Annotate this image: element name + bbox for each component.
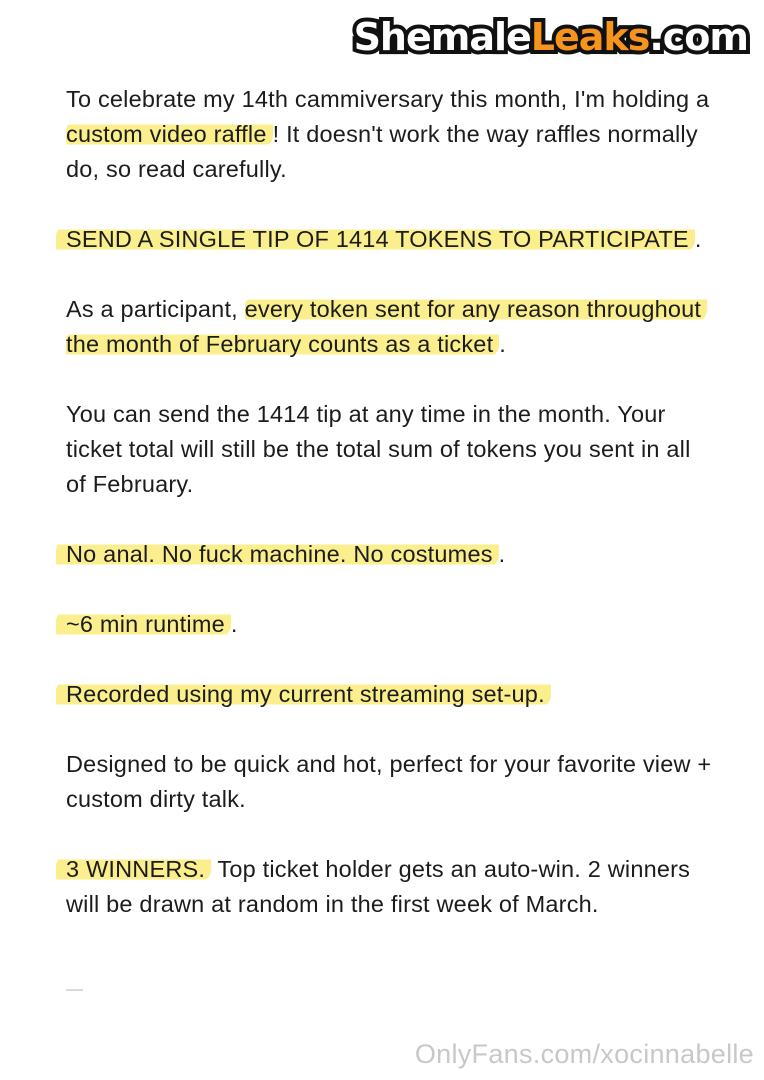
- logo-part-2: Leaks: [530, 15, 650, 59]
- highlight-restrictions: No anal. No fuck machine. No costumes: [56, 541, 499, 567]
- participant-text-1: As a participant,: [66, 296, 245, 322]
- runtime-period: .: [230, 611, 238, 637]
- highlight-runtime: ~6 min runtime: [56, 611, 231, 637]
- paragraph-design: [66, 747, 716, 817]
- paragraph-participant: [66, 292, 716, 362]
- logo-part-3: .com: [649, 15, 748, 59]
- design-text: Designed to be quick and hot, perfect for your favorite view + custom dirty talk.: [66, 751, 712, 812]
- highlight-winners: 3 WINNERS.: [56, 856, 211, 882]
- highlight-tokens-count: every token sent for any reason throughout the month of February counts as a ticket: [66, 296, 707, 357]
- paragraph-recording: [66, 677, 716, 712]
- intro-text-2: ! It doesn't work the way raffles normally do, so read carefully.: [66, 121, 698, 182]
- logo-part-1: Shemale: [353, 15, 531, 59]
- restrictions-period: .: [498, 541, 506, 567]
- watermark-logo: [353, 15, 748, 59]
- timing-text: You can send the 1414 tip at any time in the month. Your ticket total will still be the total sum of tokens you sent in all of February.: [66, 401, 691, 497]
- document-body: [66, 82, 716, 957]
- highlight-custom-video-raffle: custom video raffle: [66, 121, 273, 147]
- paragraph-tip-requirement: [66, 222, 716, 257]
- paragraph-intro: [66, 82, 716, 187]
- paragraph-winners: [66, 852, 716, 922]
- divider-mark: [66, 989, 83, 991]
- winners-text: Top ticket holder gets an auto-win. 2 winners will be drawn at random in the first week of March.: [66, 856, 691, 917]
- highlight-tip-requirement: SEND A SINGLE TIP OF 1414 TOKENS TO PARTICIPATE: [56, 226, 695, 252]
- intro-text-1: To celebrate my 14th cammiversary this month, I'm holding a: [66, 86, 710, 112]
- tip-requirement-period: .: [694, 226, 702, 252]
- paragraph-restrictions: [66, 537, 716, 572]
- participant-text-2: .: [499, 331, 507, 357]
- paragraph-timing: [66, 397, 716, 502]
- onlyfans-watermark: OnlyFans.com/xocinnabelle: [414, 1039, 754, 1069]
- highlight-recording: Recorded using my current streaming set-up.: [56, 681, 551, 707]
- paragraph-runtime: [66, 607, 716, 642]
